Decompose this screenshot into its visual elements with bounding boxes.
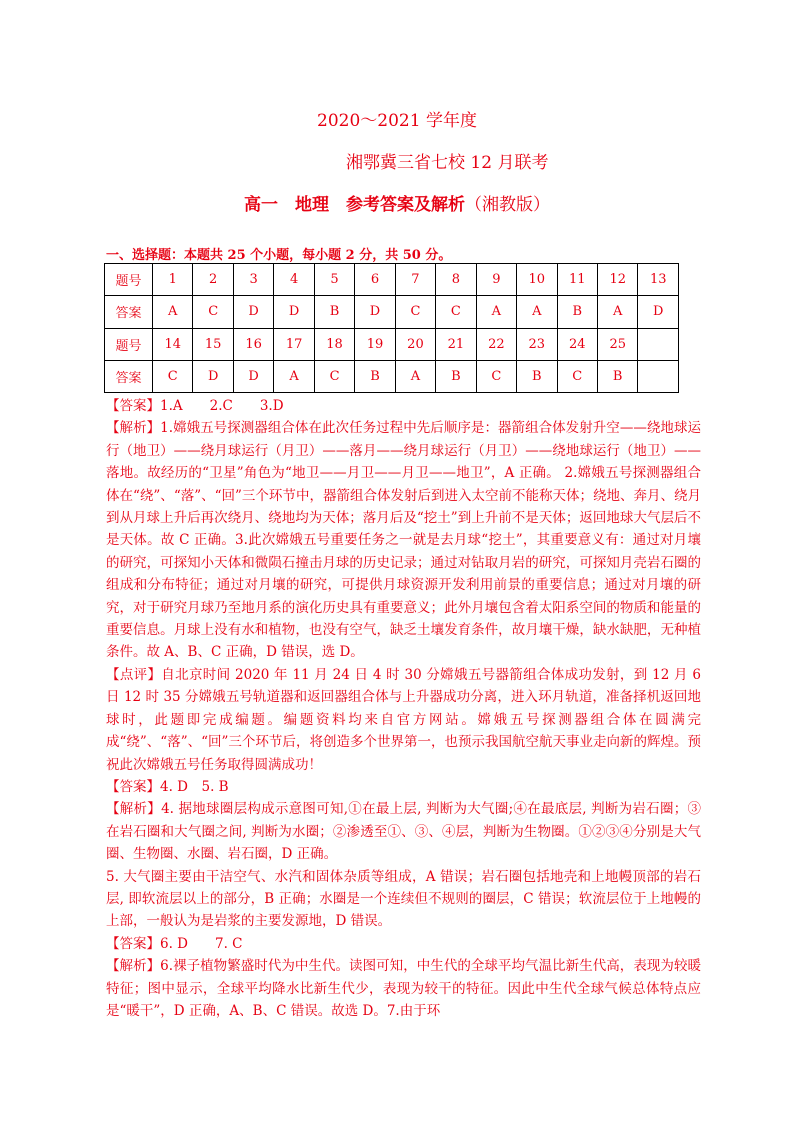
answer-table-cell: 17 — [274, 328, 314, 360]
answer-table-row — [105, 264, 679, 296]
answer-table-cell: C — [476, 360, 516, 392]
answer-table-cell: 6 — [355, 264, 395, 296]
answer-table-row — [105, 360, 679, 392]
answer-table-cell: B — [436, 360, 476, 392]
explanation-paragraph: 【点评】自北京时间 2020 年 11 月 24 日 4 时 30 分嫦娥五号器箭组合体成功发射，到 12 月 6 日 12 时 35 分嫦娥五号轨道器和返回器组合体与上升器成功分离，进入环月轨道，准备择机返回地球时，此题即完成编题。编题资料均来自官方网站。嫦娥五号探测器组合体在圆满完成“绕”、“落”、“回”三个环节后，将创造多个世界第一，也预示我国航空航天事业走向新的辉煌。预祝此次嫦娥五号任务取得圆满成功！ — [106, 666, 701, 773]
answer-table-cell: D — [274, 296, 314, 328]
answer-table-cell: 5 — [314, 264, 354, 296]
answer-table-cell: A — [395, 360, 435, 392]
answer-table-cell — [638, 360, 679, 392]
answer-table-cell: C — [193, 296, 233, 328]
answer-table-cell: 14 — [153, 328, 193, 360]
answer-table-row-header: 答案 — [105, 360, 153, 392]
answer-table-cell: 1 — [153, 264, 193, 296]
answer-table-cell: 15 — [193, 328, 233, 360]
answer-table-cell: B — [355, 360, 395, 392]
answer-table-cell: 9 — [476, 264, 516, 296]
exam-name-heading: 湘鄂冀三省七校 12 月联考 — [346, 153, 549, 173]
answer-table-cell: B — [597, 360, 637, 392]
answer-table-cell — [638, 328, 679, 360]
answer-table-cell: 8 — [436, 264, 476, 296]
explanation-paragraph: 【解析】4. 据地球圈层构成示意图可知,①在最上层, 判断为大气圈;④在最底层, 判断为岩石圈；③在岩石圈和大气圈之间, 判断为水圈；②渗透至①、③、④层，判断为生物圈。①②③④分别是大气圈、生物圈、水圈、岩石圈，D 正确。 — [106, 801, 701, 863]
explanation-body — [106, 395, 701, 1022]
answer-table-cell: A — [476, 296, 516, 328]
answer-table-cell: 3 — [233, 264, 273, 296]
answer-table-cell: C — [557, 360, 597, 392]
answer-table-cell: D — [233, 296, 273, 328]
answer-table-row-header: 答案 — [105, 296, 153, 328]
answer-table-cell: A — [274, 360, 314, 392]
answer-table-cell: C — [314, 360, 354, 392]
answer-table-cell: B — [517, 360, 557, 392]
answer-table-cell: 16 — [233, 328, 273, 360]
answer-table-cell: 13 — [638, 264, 679, 296]
school-year-heading: 2020～2021 学年度 — [317, 111, 477, 131]
subject-title: 高一 地理 参考答案及解析 — [244, 195, 465, 215]
answer-table-cell: 7 — [395, 264, 435, 296]
answer-table-cell: D — [355, 296, 395, 328]
explanation-paragraph: 【答案】4. D 5. B — [106, 778, 229, 795]
explanation-paragraph: 【解析】1.嫦娥五号探测器组合体在此次任务过程中先后顺序是：器箭组合体发射升空——绕地球运行（地卫）——绕月球运行（月卫）——落月——绕月球运行（月卫）——绕地球运行（地卫）——落地。故经历的“卫星”角色为“地卫——月卫——月卫——地卫”，A 正确。 2.嫦娥五号探测器组合体在“绕”、“落”、“回”三个环节中，器箭组合体发射后到进入太空前不能称天体；绕地、奔月、绕月到从月球上升后再次绕月、绕地均为天体；落月后及“挖土”到上升前不是天体；返回地球大气层后不是天体。故 C 正确。3.此次嫦娥五号重要任务之一就是去月球“挖土”，其重要意义有：通过对月壤的研究，可探知小天体和微陨石撞击月球的历史记录；通过对钻取月岩的研究，可探知月壳岩石圈的组成和分布特征；通过对月壤的研究，可提供月球资源开发利用前景的重要信息；通过对月壤的研究，对于研究月球乃至地月系的演化历史具有重要意义；此外月壤包含着太阳系空间的物质和能量的重要信息。月球上没有水和植物，也没有空气，缺乏土壤发育条件，故月壤干燥，缺水缺肥，无种植条件。故 A、B、C 正确，D 错误，选 D。 — [106, 420, 701, 661]
answer-table-row — [105, 328, 679, 360]
answer-table-cell: 24 — [557, 328, 597, 360]
answer-table-cell: C — [395, 296, 435, 328]
answer-table-cell: 11 — [557, 264, 597, 296]
answer-table-row — [105, 296, 679, 328]
subject-edition-note: （湘教版） — [465, 195, 550, 215]
answer-table-cell: 25 — [597, 328, 637, 360]
answer-table-cell: B — [557, 296, 597, 328]
answer-table-cell: 22 — [476, 328, 516, 360]
answer-table-cell: D — [193, 360, 233, 392]
answer-table-row-header: 题号 — [105, 264, 153, 296]
section-one-title: 一、选择题：本题共 25 个小题，每小题 2 分，共 50 分。 — [106, 248, 452, 263]
answer-table-cell: 2 — [193, 264, 233, 296]
answer-table-cell: D — [233, 360, 273, 392]
answer-table-cell: 20 — [395, 328, 435, 360]
answer-table-cell: 23 — [517, 328, 557, 360]
explanation-paragraph: 5. 大气圈主要由干洁空气、水汽和固体杂质等组成，A 错误；岩石圈包括地壳和上地幔顶部的岩石层, 即软流层以上的部分，B 正确；水圈是一个连续但不规则的圈层，C 错误；软流层位于上地幔的上部，一般认为是岩浆的主要发源地，D 错误。 — [106, 868, 701, 930]
explanation-paragraph: 【答案】6. D 7. C — [106, 935, 243, 952]
answer-table-cell: A — [517, 296, 557, 328]
answer-table-cell: 19 — [355, 328, 395, 360]
answer-table-cell: C — [153, 360, 193, 392]
explanation-paragraph: 【答案】1.A 2.C 3.D — [106, 398, 284, 414]
answer-table-cell: A — [153, 296, 193, 328]
subject-heading — [0, 190, 794, 215]
answer-table-cell: D — [638, 296, 679, 328]
answer-table-cell: 4 — [274, 264, 314, 296]
answer-table-row-header: 题号 — [105, 328, 153, 360]
answer-table — [104, 263, 679, 393]
answer-table-cell: 18 — [314, 328, 354, 360]
answer-table-cell: 21 — [436, 328, 476, 360]
answer-table-cell: B — [314, 296, 354, 328]
explanation-paragraph: 【解析】6.裸子植物繁盛时代为中生代。读图可知，中生代的全球平均气温比新生代高，表现为较暖特征；图中显示，全球平均降水比新生代少，表现为较干的特征。因此中生代全球气候总体特点应是“暖干”，D 正确，A、B、C 错误。故选 D。7.由于环 — [106, 958, 701, 1019]
answer-table-cell: 10 — [517, 264, 557, 296]
answer-table-cell: 12 — [597, 264, 637, 296]
answer-table-cell: A — [597, 296, 637, 328]
answer-table-cell: C — [436, 296, 476, 328]
